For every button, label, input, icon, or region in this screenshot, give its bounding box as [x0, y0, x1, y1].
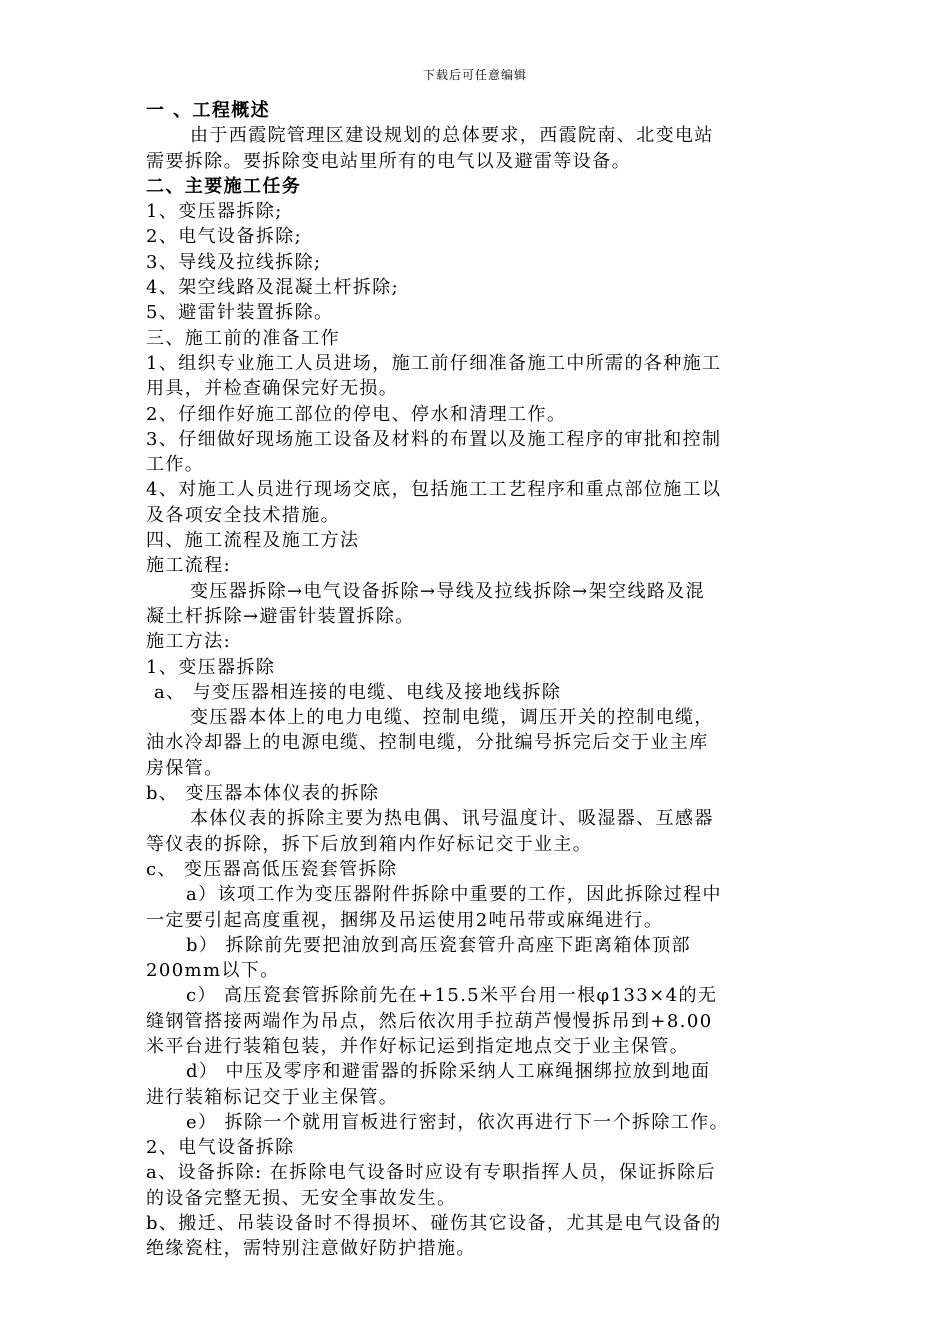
text-line: a）该项工作为变压器附件拆除中重要的工作，因此拆除过程中 — [186, 884, 722, 906]
document-body — [146, 98, 806, 1262]
text-line: 四、施工流程及施工方法 — [146, 530, 360, 552]
text-line: 一定要引起高度重视，捆绑及吊运使用2吨吊带或麻绳进行。 — [146, 909, 664, 931]
text-line: d） 中压及零序和避雷器的拆除采纳人工麻绳捆绑拉放到地面 — [186, 1061, 711, 1083]
text-line: 施工方法: — [146, 631, 232, 653]
text-line: 1、组织专业施工人员进场，施工前仔细准备施工中所需的各种施工 — [146, 352, 722, 374]
text-line: b） 拆除前先要把油放到高压瓷套管升高座下距离箱体顶部 — [186, 934, 692, 956]
text-line: 2、电气设备拆除 — [146, 1137, 295, 1159]
text-line: 施工流程: — [146, 555, 232, 577]
text-line: 1、变压器拆除 — [146, 656, 276, 678]
text-line: 油水冷却器上的电源电缆、控制电缆，分批编号拆完后交于业主库 — [146, 732, 709, 754]
text-line: 及各项安全技术措施。 — [146, 504, 340, 526]
text-line: 本体仪表的拆除主要为热电偶、讯号温度计、吸湿器、互感器 — [190, 808, 714, 830]
text-line: c） 高压瓷套管拆除前先在+15.5米平台用一根φ133×4的无 — [186, 985, 718, 1007]
text-line: 变压器拆除→电气设备拆除→导线及拉线拆除→架空线路及混 — [190, 580, 706, 602]
text-line: 三、施工前的准备工作 — [146, 327, 340, 349]
text-line: 3、导线及拉线拆除; — [146, 251, 322, 273]
text-line: 由于西霞院管理区建设规划的总体要求，西霞院南、北变电站 — [190, 125, 714, 147]
text-line: 4、架空线路及混凝土杆拆除; — [146, 277, 400, 299]
text-line: 1、变压器拆除; — [146, 201, 283, 223]
text-line: c、 变压器高低压瓷套管拆除 — [146, 858, 398, 880]
text-line: 需要拆除。要拆除变电站里所有的电气以及避雷等设备。 — [146, 150, 631, 172]
text-line: a、设备拆除: 在拆除电气设备时应设有专职指挥人员，保证拆除后 — [146, 1162, 716, 1184]
text-line: 2、电气设备拆除; — [146, 226, 303, 248]
text-line: 缝钢管搭接两端作为吊点，然后依次用手拉葫芦慢慢拆吊到+8.00 — [146, 1010, 713, 1032]
text-line: 5、避雷针装置拆除。 — [146, 302, 334, 324]
text-line: 变压器本体上的电力电缆、控制电缆，调压开关的控制电缆， — [190, 707, 714, 729]
text-line: 房保管。 — [146, 757, 224, 779]
text-line: 4、对施工人员进行现场交底，包括施工工艺程序和重点部位施工以 — [146, 479, 722, 501]
section-heading: 一 、工程概述 — [146, 100, 271, 121]
text-line: 米平台进行装箱包装，并作好标记运到指定地点交于业主保管。 — [146, 1035, 690, 1057]
text-line: 200mm以下。 — [146, 960, 280, 982]
text-line: e） 拆除一个就用盲板进行密封，依次再进行下一个拆除工作。 — [186, 1111, 729, 1133]
text-line: 等仪表的拆除，拆下后放到箱内作好标记交于业主。 — [146, 833, 593, 855]
text-line: a、 与变压器相连接的电缆、电线及接地线拆除 — [154, 681, 562, 703]
section-heading: 二、主要施工任务 — [146, 175, 302, 197]
text-line: 绝缘瓷柱，需特别注意做好防护措施。 — [146, 1238, 476, 1260]
page-header: 下载后可任意编辑 — [422, 68, 527, 82]
text-line: 工作。 — [146, 454, 205, 476]
text-line: 2、仔细作好施工部位的停电、停水和清理工作。 — [146, 403, 567, 425]
text-line: b、搬迁、吊装设备时不得损坏、碰伤其它设备，尤其是电气设备的 — [146, 1213, 722, 1235]
text-line: 的设备完整无损、无安全事故发生。 — [146, 1187, 457, 1209]
text-line: 凝土杆拆除→避雷针装置拆除。 — [146, 605, 415, 627]
text-line: 进行装箱标记交于业主保管。 — [146, 1086, 399, 1108]
text-line: 用具，并检查确保完好无损。 — [146, 378, 399, 400]
text-line: 3、仔细做好现场施工设备及材料的布置以及施工程序的审批和控制 — [146, 428, 722, 450]
text-line: b、 变压器本体仪表的拆除 — [146, 783, 380, 805]
